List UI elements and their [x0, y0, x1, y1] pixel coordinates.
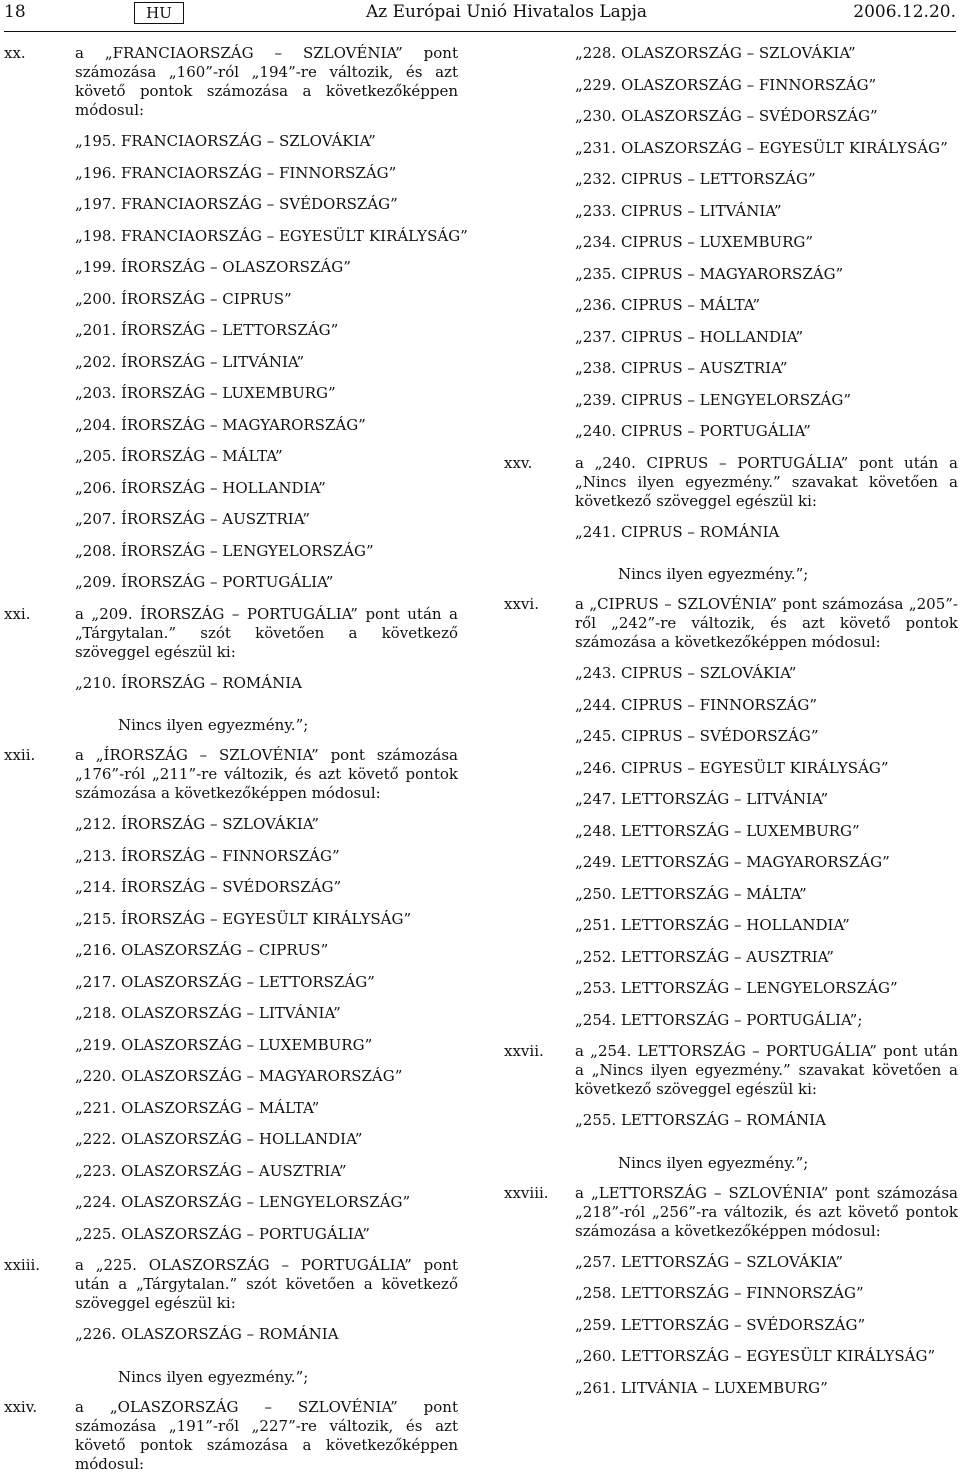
- agreement-list: [575, 664, 958, 1042]
- amendment-text: a „254. LETTORSZÁG – PORTUGÁLIA” pont után a „Nincs ilyen egyezmény.” szavakat követően a következő szöveggel egészül ki:: [575, 1042, 958, 1098]
- amendment-text: a „OLASZORSZÁG – SZLOVÉNIA” pont számozása „191”-ről „227”-re változik, és azt követő pontok számozása a következőképpen módosul:: [75, 1397, 458, 1473]
- journal-title: Az Európai Unió Hivatalos Lapja: [366, 2, 648, 22]
- agreement-list: [75, 674, 458, 706]
- amendment-block: [4, 44, 468, 605]
- list-item: „246. CIPRUS – EGYESÜLT KIRÁLYSÁG”: [575, 758, 889, 777]
- list-item: „198. FRANCIAORSZÁG – EGYESÜLT KIRÁLYSÁG”: [75, 226, 468, 245]
- list-item: „258. LETTORSZÁG – FINNORSZÁG”: [575, 1284, 864, 1302]
- amendment-text: a „LETTORSZÁG – SZLOVÉNIA” pont számozása „218”-ról „256”-ra változik, és azt követő pontok számozása a következőképpen módosul:: [575, 1183, 958, 1240]
- amendment-number: xxvi.: [504, 595, 539, 613]
- amendment-number: xxiv.: [4, 1397, 38, 1416]
- amendment-number: xxvii.: [504, 1042, 544, 1060]
- list-item: „252. LETTORSZÁG – AUSZTRIA”: [575, 947, 834, 966]
- amendment-number: xxiii.: [4, 1256, 41, 1274]
- list-item: „222. OLASZORSZÁG – HOLLANDIA”: [75, 1130, 363, 1148]
- list-item: „197. FRANCIAORSZÁG – SVÉDORSZÁG”: [75, 195, 398, 213]
- list-item: „205. ÍRORSZÁG – MÁLTA”: [75, 447, 283, 465]
- agreement-list: [75, 1325, 458, 1357]
- list-item: „199. ÍRORSZÁG – OLASZORSZÁG”: [75, 258, 351, 276]
- list-item: „196. FRANCIAORSZÁG – FINNORSZÁG”: [75, 163, 397, 182]
- no-agreement-note: Nincs ilyen egyezmény.”;: [118, 1367, 309, 1386]
- no-agreement-note: Nincs ilyen egyezmény.”;: [618, 1153, 809, 1172]
- list-item: „261. LITVÁNIA – LUXEMBURG”: [575, 1378, 828, 1397]
- list-item: „240. CIPRUS – PORTUGÁLIA”: [575, 422, 811, 440]
- amendment-text: a „ÍRORSZÁG – SZLOVÉNIA” pont számozása „176”-ról „211”-re változik, és azt követő pontok számozása a következőképpen módosul:: [75, 746, 458, 802]
- list-item: „236. CIPRUS – MÁLTA”: [575, 296, 761, 314]
- agreement-list: [575, 1111, 958, 1143]
- language-badge: HU: [134, 2, 184, 24]
- amendment-block: [504, 595, 958, 1042]
- list-item: „210. ÍRORSZÁG – ROMÁNIA: [75, 673, 302, 692]
- list-item: „260. LETTORSZÁG – EGYESÜLT KIRÁLYSÁG”: [575, 1347, 936, 1365]
- amendment-number: xxviii.: [504, 1183, 549, 1202]
- list-item: „241. CIPRUS – ROMÁNIA: [575, 522, 780, 541]
- right-column: [504, 44, 958, 1410]
- publication-date: 2006.12.20.: [853, 2, 956, 22]
- list-item: „213. ÍRORSZÁG – FINNORSZÁG”: [75, 846, 340, 865]
- amendment-block: [504, 1184, 958, 1411]
- list-item: „206. ÍRORSZÁG – HOLLANDIA”: [75, 478, 326, 497]
- list-item: „231. OLASZORSZÁG – EGYESÜLT KIRÁLYSÁG”: [575, 138, 948, 157]
- list-item: „225. OLASZORSZÁG – PORTUGÁLIA”: [75, 1224, 370, 1243]
- left-column: [4, 44, 468, 1474]
- list-item: „245. CIPRUS – SVÉDORSZÁG”: [575, 727, 819, 745]
- list-item: „204. ÍRORSZÁG – MAGYARORSZÁG”: [75, 415, 366, 434]
- page-number: 18: [4, 2, 26, 22]
- list-item: „243. CIPRUS – SZLOVÁKIA”: [575, 664, 797, 682]
- list-item: „203. ÍRORSZÁG – LUXEMBURG”: [75, 384, 336, 402]
- list-item: „259. LETTORSZÁG – SVÉDORSZÁG”: [575, 1315, 866, 1334]
- list-item: „257. LETTORSZÁG – SZLOVÁKIA”: [575, 1252, 844, 1271]
- list-item: „229. OLASZORSZÁG – FINNORSZÁG”: [575, 75, 877, 94]
- list-item: „212. ÍRORSZÁG – SZLOVÁKIA”: [75, 815, 320, 833]
- list-item: „237. CIPRUS – HOLLANDIA”: [575, 327, 804, 346]
- amendment-block: [4, 1398, 458, 1474]
- list-item: „216. OLASZORSZÁG – CIPRUS”: [75, 941, 329, 959]
- amendment-text: a „FRANCIAORSZÁG – SZLOVÉNIA” pont számozása „160”-ról „194”-re változik, és azt követő pontok számozása a következőképpen módosul:: [75, 44, 458, 119]
- list-item: „250. LETTORSZÁG – MÁLTA”: [575, 884, 807, 903]
- list-item: „209. ÍRORSZÁG – PORTUGÁLIA”: [75, 573, 334, 591]
- agreement-list: [75, 815, 458, 1256]
- list-item: „218. OLASZORSZÁG – LITVÁNIA”: [75, 1004, 341, 1022]
- list-item: „228. OLASZORSZÁG – SZLOVÁKIA”: [575, 44, 856, 62]
- list-item: „201. ÍRORSZÁG – LETTORSZÁG”: [75, 321, 339, 339]
- header-rule: [4, 31, 956, 32]
- agreement-list: [75, 132, 468, 605]
- amendment-text: a „225. OLASZORSZÁG – PORTUGÁLIA” pont után a „Tárgytalan.” szót követően a következő szöveggel egészül ki:: [75, 1256, 458, 1312]
- amendment-block: [4, 605, 458, 747]
- list-item: „251. LETTORSZÁG – HOLLANDIA”: [575, 916, 850, 934]
- list-item: „248. LETTORSZÁG – LUXEMBURG”: [575, 821, 860, 840]
- amendment-number: xxii.: [4, 746, 36, 764]
- amendment-text: a „209. ÍRORSZÁG – PORTUGÁLIA” pont után a „Tárgytalan.” szót követően a következő szöveggel egészül ki:: [75, 604, 458, 661]
- list-item: „233. CIPRUS – LITVÁNIA”: [575, 201, 782, 220]
- amendment-block: [504, 44, 958, 454]
- list-item: „230. OLASZORSZÁG – SVÉDORSZÁG”: [575, 107, 878, 125]
- list-item: „223. OLASZORSZÁG – AUSZTRIA”: [75, 1161, 347, 1180]
- list-item: „232. CIPRUS – LETTORSZÁG”: [575, 170, 816, 188]
- list-item: „238. CIPRUS – AUSZTRIA”: [575, 359, 788, 377]
- list-item: „202. ÍRORSZÁG – LITVÁNIA”: [75, 352, 305, 371]
- amendment-block: [504, 454, 958, 596]
- list-item: „219. OLASZORSZÁG – LUXEMBURG”: [75, 1035, 373, 1054]
- list-item: „249. LETTORSZÁG – MAGYARORSZÁG”: [575, 853, 890, 871]
- list-item: „247. LETTORSZÁG – LITVÁNIA”: [575, 790, 829, 808]
- list-item: „195. FRANCIAORSZÁG – SZLOVÁKIA”: [75, 132, 376, 150]
- list-item: „235. CIPRUS – MAGYARORSZÁG”: [575, 264, 844, 283]
- list-item: „253. LETTORSZÁG – LENGYELORSZÁG”: [575, 979, 898, 997]
- page-header: [0, 0, 960, 26]
- list-item: „254. LETTORSZÁG – PORTUGÁLIA”;: [575, 1010, 863, 1029]
- list-item: „214. ÍRORSZÁG – SVÉDORSZÁG”: [75, 878, 342, 896]
- list-item: „244. CIPRUS – FINNORSZÁG”: [575, 695, 818, 714]
- agreement-list: [575, 523, 958, 555]
- amendment-text: a „CIPRUS – SZLOVÉNIA” pont számozása „205”-ről „242”-re változik, és azt követő pontok számozása a következőképpen módosul:: [575, 595, 958, 651]
- list-item: „226. OLASZORSZÁG – ROMÁNIA: [75, 1325, 339, 1343]
- amendment-number: xxv.: [504, 453, 533, 472]
- amendment-block: [4, 1256, 458, 1398]
- amendment-number: xx.: [4, 44, 26, 62]
- amendment-block: [4, 746, 458, 1256]
- list-item: „224. OLASZORSZÁG – LENGYELORSZÁG”: [75, 1193, 411, 1211]
- list-item: „234. CIPRUS – LUXEMBURG”: [575, 233, 814, 251]
- no-agreement-note: Nincs ilyen egyezmény.”;: [118, 716, 309, 734]
- list-item: „221. OLASZORSZÁG – MÁLTA”: [75, 1098, 320, 1117]
- list-item: „220. OLASZORSZÁG – MAGYARORSZÁG”: [75, 1067, 403, 1085]
- list-item: „215. ÍRORSZÁG – EGYESÜLT KIRÁLYSÁG”: [75, 909, 412, 928]
- amendment-block: [504, 1042, 958, 1184]
- agreement-list: [575, 1253, 958, 1411]
- list-item: „208. ÍRORSZÁG – LENGYELORSZÁG”: [75, 541, 374, 560]
- list-item: „207. ÍRORSZÁG – AUSZTRIA”: [75, 510, 310, 528]
- amendment-number: xxi.: [4, 604, 31, 623]
- list-item: „255. LETTORSZÁG – ROMÁNIA: [575, 1111, 826, 1129]
- agreement-list: [575, 44, 958, 454]
- list-item: „239. CIPRUS – LENGYELORSZÁG”: [575, 390, 852, 409]
- list-item: „217. OLASZORSZÁG – LETTORSZÁG”: [75, 972, 375, 991]
- no-agreement-note: Nincs ilyen egyezmény.”;: [618, 565, 809, 583]
- list-item: „200. ÍRORSZÁG – CIPRUS”: [75, 289, 292, 308]
- amendment-text: a „240. CIPRUS – PORTUGÁLIA” pont után a „Nincs ilyen egyezmény.” szavakat követően a következő szöveggel egészül ki:: [575, 453, 958, 510]
